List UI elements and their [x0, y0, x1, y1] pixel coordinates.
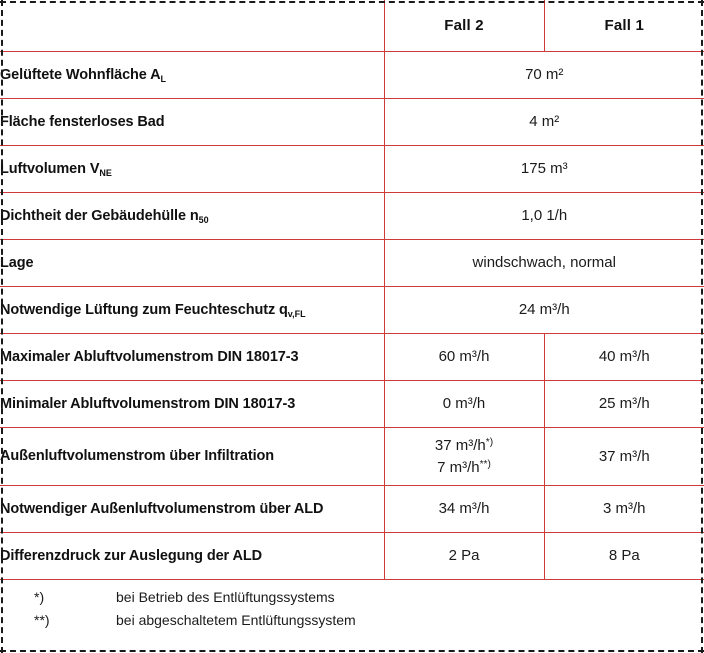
row-label	[0, 99, 384, 146]
footnote-item	[34, 586, 704, 609]
row-label-text: Maximaler Abluftvolumenstrom DIN 18017-3	[0, 348, 299, 365]
row-label-text: Dichtheit der Gebäudehülle n	[0, 207, 199, 224]
row-label	[0, 334, 384, 381]
table-row	[0, 381, 704, 428]
row-label-text: Differenzdruck zur Auslegung der ALD	[0, 547, 262, 564]
row-label	[0, 240, 384, 287]
row-value-shared: 1,0 1/h	[384, 193, 704, 240]
row-label-subscript: v,FL	[287, 308, 306, 319]
footnote-cell	[0, 580, 704, 641]
row-label-text: Lage	[0, 254, 34, 271]
row-value-shared: windschwach, normal	[384, 240, 704, 287]
table-header-row	[0, 0, 704, 52]
table-row	[0, 240, 704, 287]
table-row	[0, 146, 704, 193]
row-label	[0, 146, 384, 193]
header-case-2: Fall 2	[384, 0, 544, 52]
row-value-case-1: 25 m³/h	[544, 381, 704, 428]
row-label	[0, 287, 384, 334]
table-footnotes	[0, 580, 704, 641]
row-label-subscript: NE	[99, 167, 112, 178]
table-body	[0, 52, 704, 580]
table-row	[0, 533, 704, 580]
row-value-case-2-line-text: 7 m³/h	[437, 458, 480, 476]
row-value-case-2-line	[385, 457, 544, 479]
row-label-text: Notwendiger Außenluftvolumenstrom über ALD	[0, 500, 324, 517]
footnote-reference-marker: **)	[479, 458, 491, 470]
frame-border-bottom	[0, 650, 704, 652]
row-value-shared: 175 m³	[384, 146, 704, 193]
row-label-subscript: 50	[198, 214, 209, 225]
footnote-reference-marker: *)	[485, 437, 494, 449]
table-row	[0, 486, 704, 533]
table-header	[0, 0, 704, 52]
footnote-list	[0, 586, 704, 632]
table-row	[0, 193, 704, 240]
footnote-marker: **)	[34, 612, 50, 629]
row-label-text: Gelüftete Wohnfläche A	[0, 66, 161, 83]
row-value-case-1: 40 m³/h	[544, 334, 704, 381]
table-row	[0, 428, 704, 486]
row-value-case-2: 34 m³/h	[384, 486, 544, 533]
footnote-marker: *)	[34, 589, 45, 605]
table-row	[0, 334, 704, 381]
row-label-text: Fläche fensterloses Bad	[0, 113, 165, 130]
row-value-case-1: 3 m³/h	[544, 486, 704, 533]
row-label	[0, 193, 384, 240]
row-label	[0, 52, 384, 99]
row-label-text: Luftvolumen V	[0, 160, 100, 177]
row-label	[0, 533, 384, 580]
row-label-subscript: L	[160, 73, 167, 84]
row-value-case-1: 37 m³/h	[544, 428, 704, 486]
row-value-case-2: 2 Pa	[384, 533, 544, 580]
footnote-item	[34, 609, 704, 632]
row-value-case-1: 8 Pa	[544, 533, 704, 580]
table-row	[0, 99, 704, 146]
table-row	[0, 287, 704, 334]
row-value-case-2: 60 m³/h	[384, 334, 544, 381]
row-label-text: Minimaler Abluftvolumenstrom DIN 18017-3	[0, 395, 296, 412]
footnote-row	[0, 580, 704, 641]
row-value-shared: 4 m²	[384, 99, 704, 146]
row-value-shared: 70 m²	[384, 52, 704, 99]
row-label	[0, 381, 384, 428]
header-case-1: Fall 1	[544, 0, 704, 52]
footnote-text: bei Betrieb des Entlüftungssystems	[116, 589, 335, 605]
row-label-text: Außenluftvolumenstrom über Infiltration	[0, 448, 275, 465]
header-label-blank	[0, 0, 384, 52]
row-value-case-2-line	[385, 435, 544, 457]
row-value-case-2	[384, 428, 544, 486]
row-value-shared: 24 m³/h	[384, 287, 704, 334]
footnote-text: bei abgeschaltetem Entlüftungssystem	[116, 612, 356, 629]
table-row	[0, 52, 704, 99]
row-label-text: Notwendige Lüftung zum Feuchteschutz q	[0, 301, 288, 318]
row-value-case-2-line-text: 37 m³/h	[434, 436, 486, 454]
row-value-case-2: 0 m³/h	[384, 381, 544, 428]
row-label	[0, 428, 384, 486]
row-label	[0, 486, 384, 533]
